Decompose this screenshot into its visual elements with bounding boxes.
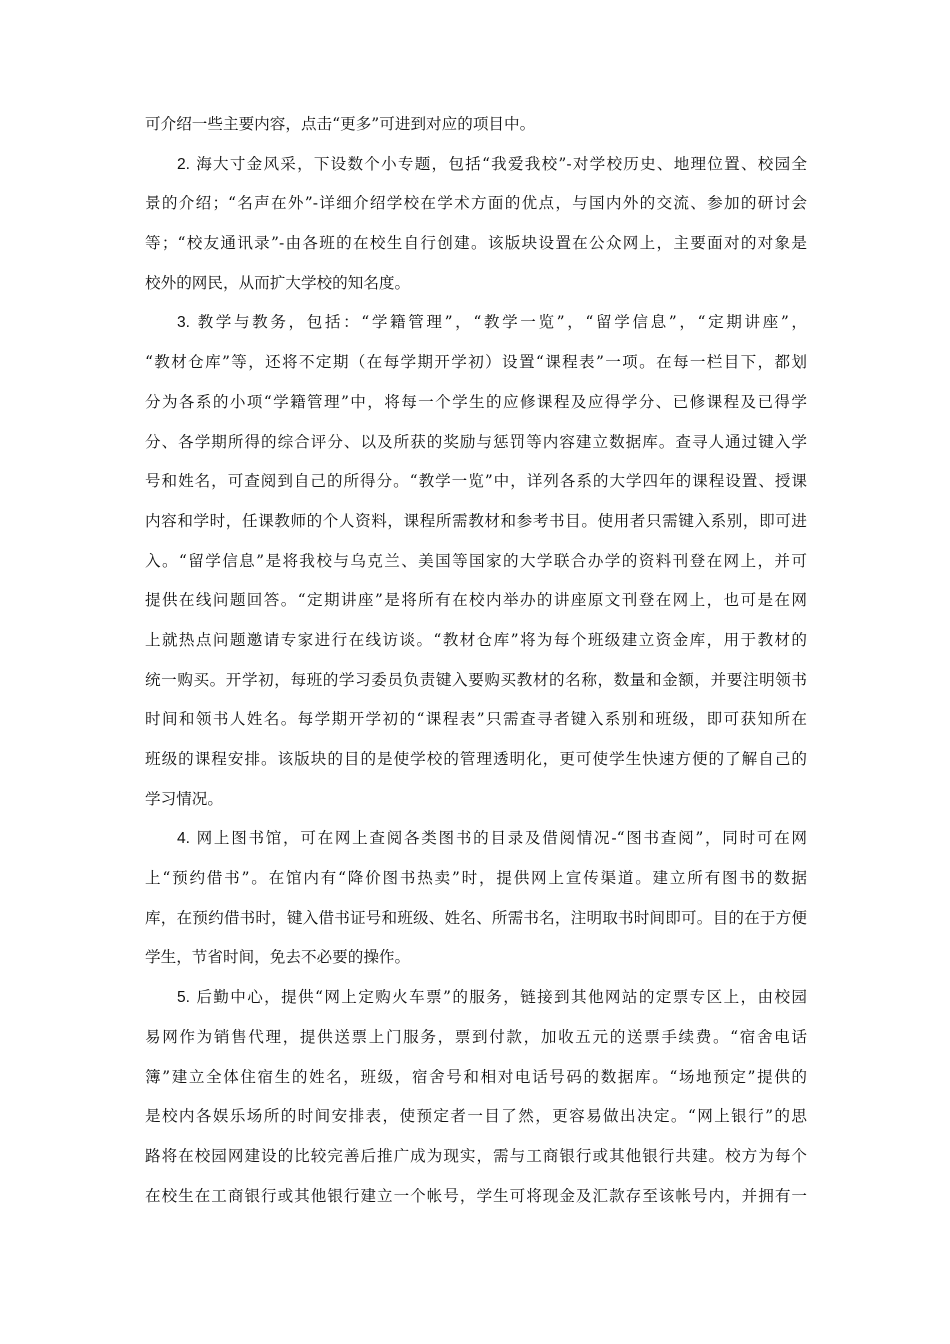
paragraph-2-line-2: 景的介绍；“名声在外”-详细介绍学校在学术方面的优点，与国内外的交流、参加的研讨会 [145,194,807,213]
paragraph-4-line-1 [145,819,807,859]
paragraph-4-line-4: 学生，节省时间，免去不必要的操作。 [145,948,411,967]
paragraph-3-line-3: 分为各系的小项“学籍管理”中，将每一个学生的应修课程及应得学分、已修课程及已得学 [145,392,807,411]
paragraph-3-line-6: 内容和学时，任课教师的个人资料，课程所需教材和参考书目。使用者只需键入系别，即可进 [145,511,807,530]
paragraph-4-number: 4. [177,830,191,848]
paragraph-5-number: 5. [177,989,191,1007]
paragraph-4-text: 网上图书馆，可在网上查阅各类图书的目录及借阅情况-“图书查阅”，同时可在网 [196,829,807,848]
paragraph-5-line-1 [145,978,807,1018]
paragraph-3-line-7: 入。“留学信息”是将我校与乌克兰、美国等国家的大学联合办学的资料刊登在网上，并可 [145,551,807,570]
paragraph-2-number: 2. [177,155,191,173]
paragraph-3-line-2: “教材仓库”等，还将不定期（在每学期开学初）设置“课程表”一项。在每一栏目下，都划 [145,353,807,372]
paragraph-2-line-3: 等；“校友通讯录”-由各班的在校生自行创建。该版块设置在公众网上，主要面对的对象是 [145,234,807,253]
paragraph-3-line-5: 号和姓名，可查阅到自己的所得分。“教学一览”中，详列各系的大学四年的课程设置、授课 [145,472,807,491]
paragraph-4-line-3: 库，在预约借书时，键入借书证号和班级、姓名、所需书名，注明取书时间即可。目的在于方便 [145,908,807,927]
paragraph-3-line-8: 提供在线问题回答。“定期讲座”是将所有在校内举办的讲座原文刊登在网上，也可是在网 [145,591,807,610]
paragraph-5-line-4: 是校内各娱乐场所的时间安排表，使预定者一目了然，更容易做出决定。“网上银行”的思 [145,1107,807,1126]
paragraph-3-line-12: 班级的课程安排。该版块的目的是使学校的管理透明化，更可使学生快速方便的了解自己的 [145,750,807,768]
paragraph-4-line-2: 上“预约借书”。在馆内有“降价图书热卖”时，提供网上宣传渠道。建立所有图书的数据 [145,869,807,888]
paragraph-3-line-11: 时间和领书人姓名。每学期开学初的“课程表”只需查寻者键入系别和班级，即可获知所在 [145,710,807,729]
paragraph-2-line-1 [145,145,807,185]
paragraph-5-line-2: 易网作为销售代理，提供送票上门服务，票到付款，加收五元的送票手续费。“宿舍电话 [145,1027,807,1046]
paragraph-5-line-6: 在校生在工商银行或其他银行建立一个帐号，学生可将现金及汇款存至该帐号内，并拥有一 [145,1186,807,1205]
paragraph-3-line-13: 学习情况。 [145,789,223,808]
document-page [145,105,807,1216]
paragraph-3-line-1 [145,303,807,343]
paragraph-5-text: 后勤中心，提供“网上定购火车票”的服务，链接到其他网站的定票专区上，由校园 [196,988,807,1007]
paragraph-3-number: 3. [177,314,191,332]
paragraph-3-text: 教学与教务，包括：“学籍管理”，“教学一览”，“留学信息”，“定期讲座”， [197,313,807,332]
paragraph-5-line-5: 路将在校园网建设的比较完善后推广成为现实，需与工商银行或其他银行共建。校方为每个 [145,1146,807,1165]
paragraph-2-text: 海大寸金风采，下设数个小专题，包括“我爱我校”-对学校历史、地理位置、校园全 [196,154,807,173]
paragraph-1-line-1: 可介绍一些主要内容，点击“更多”可进到对应的项目中。 [145,115,536,133]
paragraph-3-line-10: 统一购买。开学初，每班的学习委员负责键入要购买教材的名称，数量和金额，并要注明领书 [145,670,807,689]
paragraph-3-line-9: 上就热点问题邀请专家进行在线访谈。“教材仓库”将为每个班级建立资金库，用于教材的 [145,630,807,649]
paragraph-2-line-4: 校外的网民，从而扩大学校的知名度。 [145,273,411,292]
paragraph-3-line-4: 分、各学期所得的综合评分、以及所获的奖励与惩罚等内容建立数据库。查寻人通过键入学 [145,432,807,451]
paragraph-5-line-3: 簿”建立全体住宿生的姓名，班级，宿舍号和相对电话号码的数据库。“场地预定”提供的 [145,1067,807,1086]
